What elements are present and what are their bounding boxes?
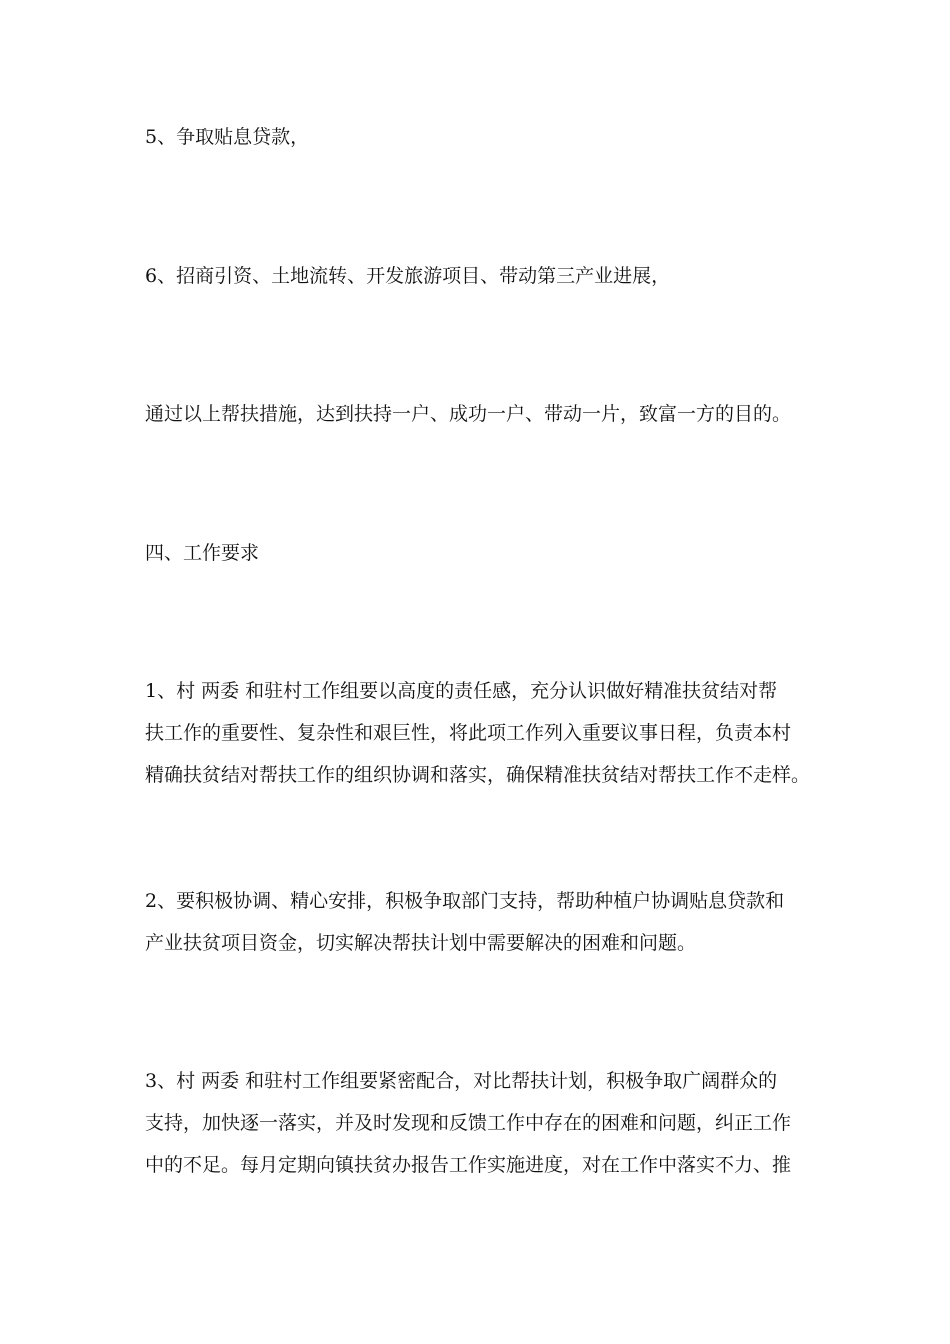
paragraph-line: 2、要积极协调、精心安排，积极争取部门支持，帮助种植户协调贴息贷款和 [145, 890, 785, 912]
paragraph-line: 支持，加快逐一落实，并及时发现和反馈工作中存在的困难和问题，纠正工作 [145, 1112, 792, 1134]
paragraph-line: 精确扶贫结对帮扶工作的组织协调和落实，确保精准扶贫结对帮扶工作不走样。 [145, 764, 811, 786]
paragraph-line: 扶工作的重要性、复杂性和艰巨性，将此项工作列入重要议事日程，负责本村 [145, 722, 792, 744]
list-item-5: 5、争取贴息贷款， [145, 126, 310, 148]
list-item-6: 6、招商引资、土地流转、开发旅游项目、带动第三产业进展， [145, 265, 671, 287]
paragraph-line: 1、村 两委 和驻村工作组要以高度的责任感，充分认识做好精准扶贫结对帮 [145, 680, 778, 702]
paragraph-line: 产业扶贫项目资金，切实解决帮扶计划中需要解决的困难和问题。 [145, 932, 697, 954]
section-heading: 四、工作要求 [145, 542, 260, 564]
paragraph-line: 中的不足。每月定期向镇扶贫办报告工作实施进度，对在工作中落实不力、推 [145, 1154, 792, 1176]
requirement-1-paragraph [145, 680, 815, 806]
summary-paragraph: 通过以上帮扶措施，达到扶持一户、成功一户、带动一片，致富一方的目的。 [145, 403, 792, 425]
requirement-3-paragraph [145, 1070, 815, 1196]
requirement-2-paragraph [145, 890, 815, 974]
paragraph-line: 3、村 两委 和驻村工作组要紧密配合，对比帮扶计划，积极争取广阔群众的 [145, 1070, 778, 1092]
